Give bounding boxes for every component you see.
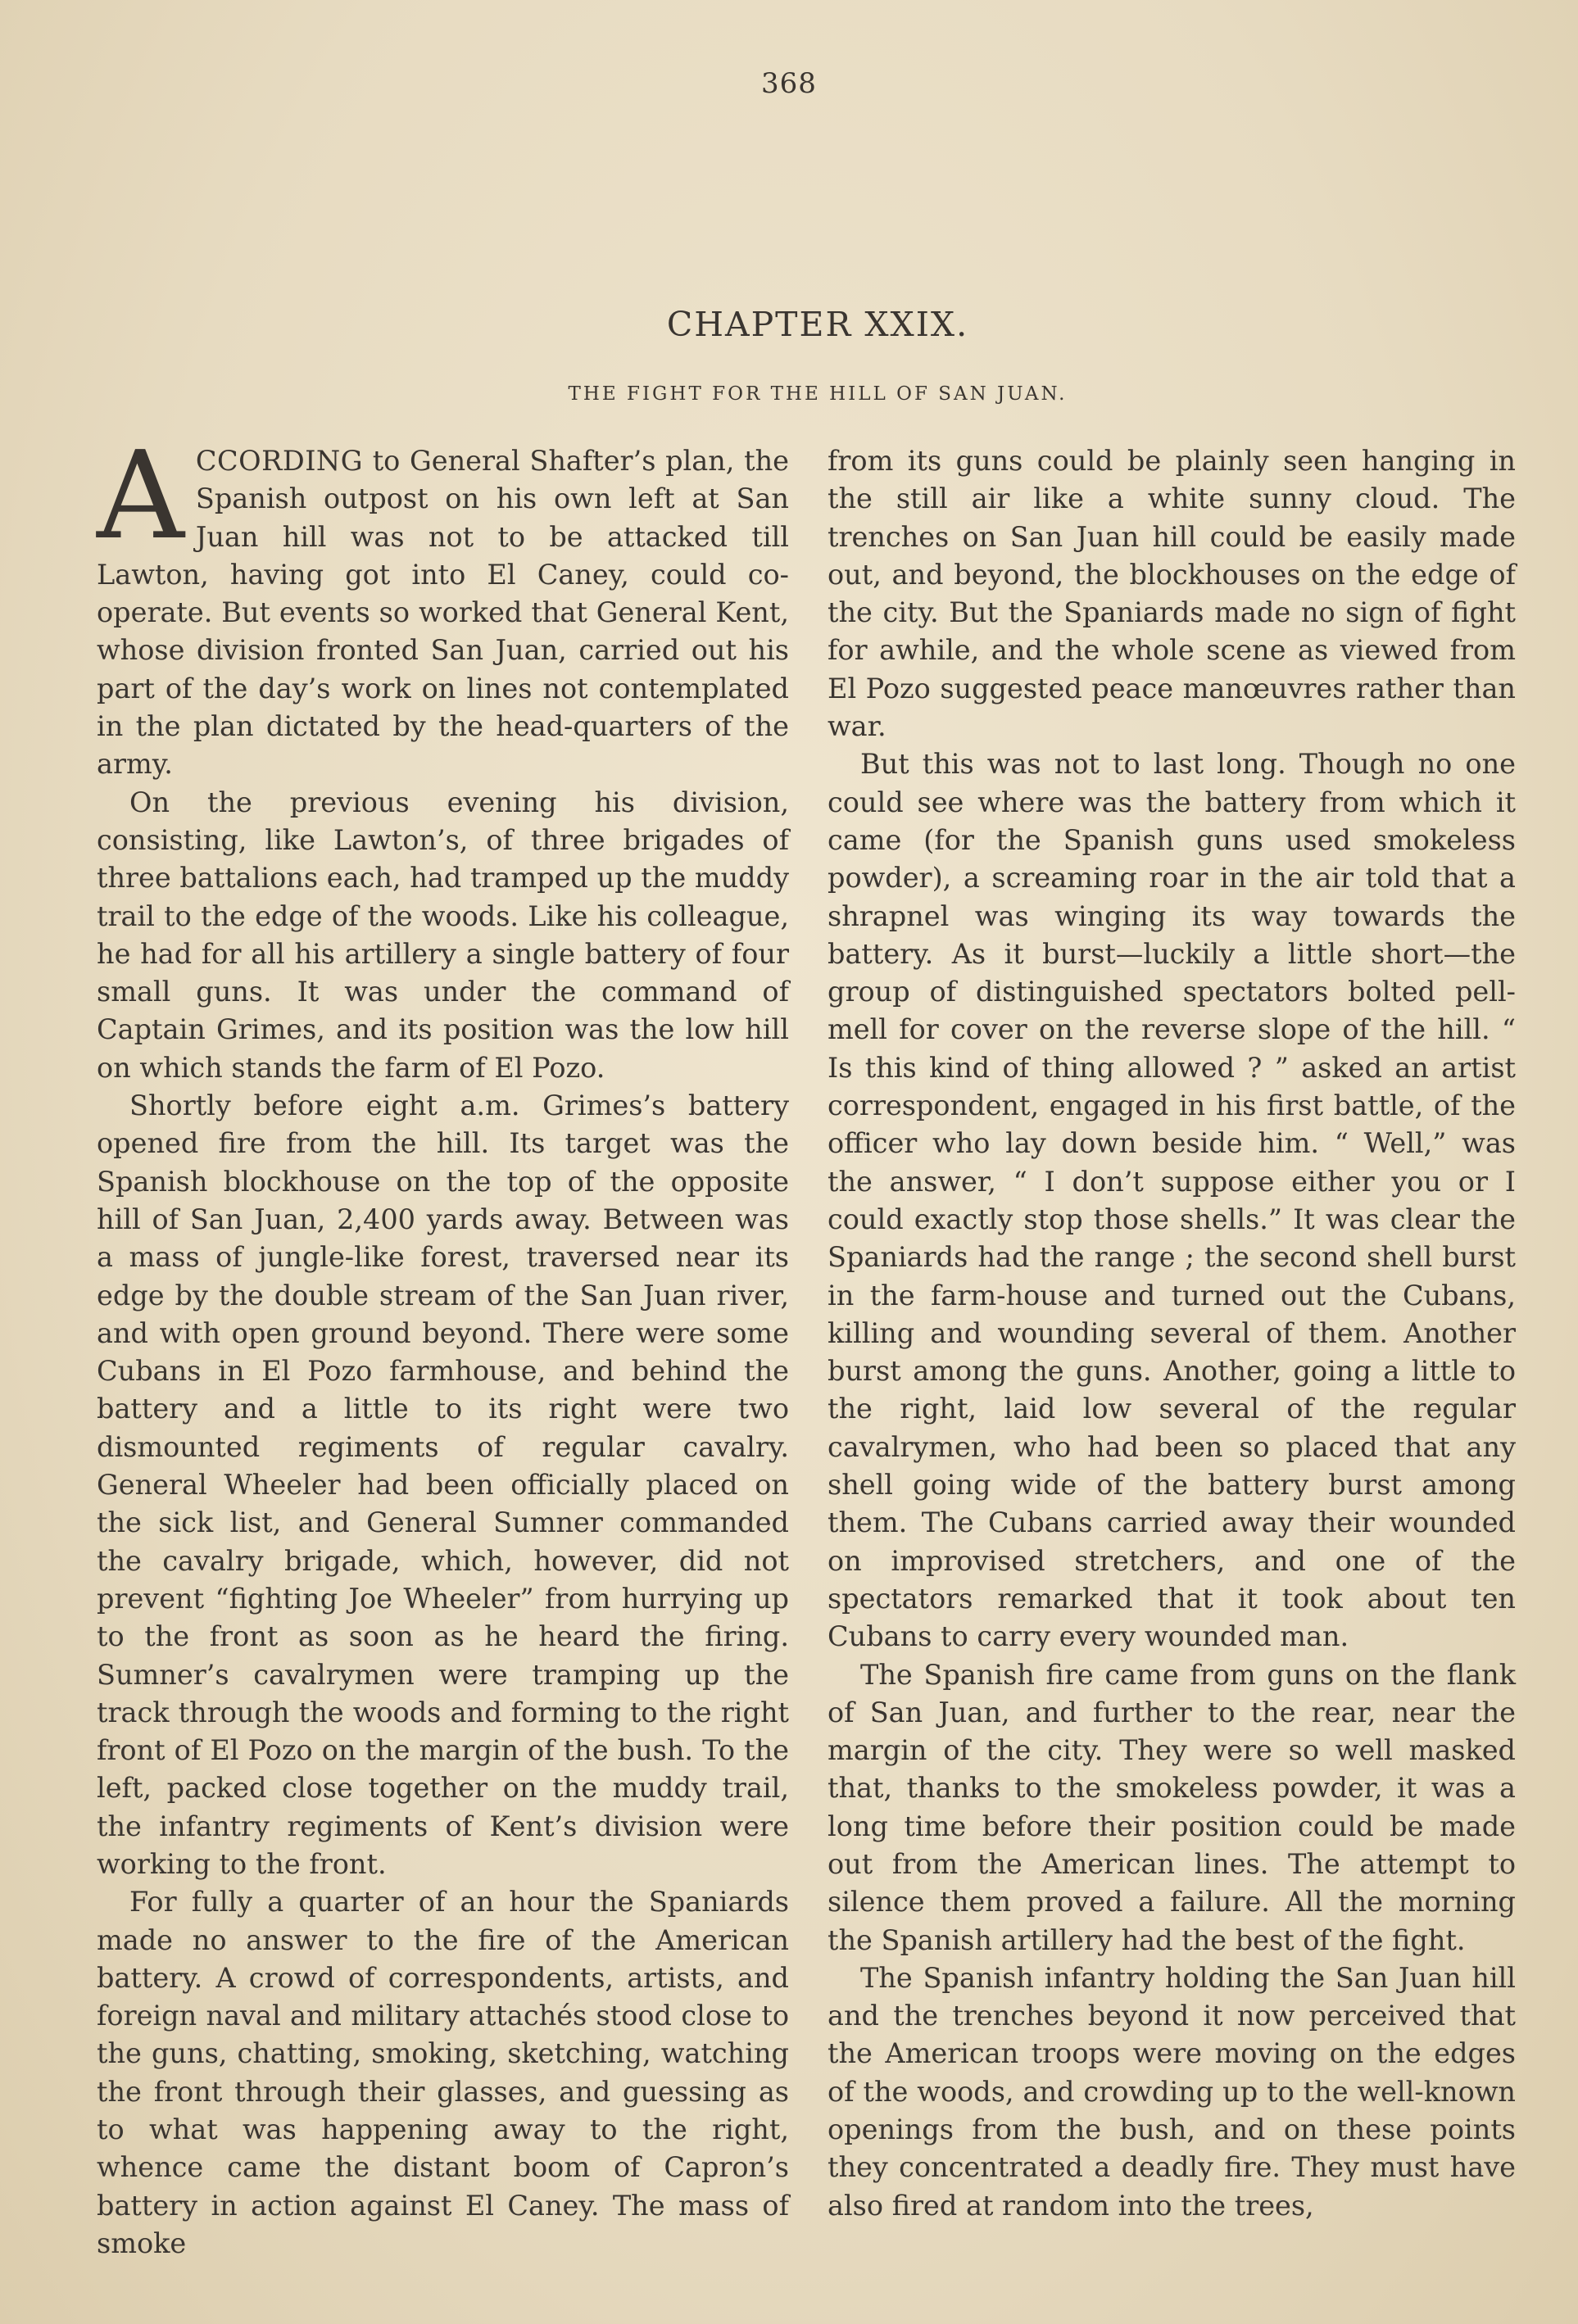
page-number: 368: [761, 67, 817, 100]
paragraph-text: to General Shafter’s plan, the Spanish outpost on his own left at San Juan hill was not to be attacked till Lawton, having got into El Caney, could co-operate. But events so worked that General Kent, whose division fronted San Juan, carried out his part of the day’s work on lines not contemplated in the plan dictated by the head-quarters of the army.: [97, 445, 789, 781]
chapter-subtitle: THE FIGHT FOR THE HILL OF SAN JUAN.: [568, 383, 1068, 405]
paragraph: from its guns could be plainly seen hanging in the still air like a white sunny cloud. The trenches on San Juan hill could be easily made out, and beyond, the blockhouses on the edge of the city. But the Spaniards made no sign of fight for awhile, and the whole scene as viewed from El Pozo suggested peace manœuvres rather than war.: [828, 445, 1516, 743]
paragraph: On the previous evening his division, consisting, like Lawton’s, of three brigades of three battalions each, had tramped up the muddy trail to the edge of the woods. Like his colleague, he had for all his artillery a single battery of four small guns. It was under the command of Captain Grimes, and its position was the low hill on which stands the farm of El Pozo.: [97, 786, 789, 1084]
paragraph: The Spanish infantry holding the San Juan hill and the trenches beyond it now perceived that the American troops were moving on the edges of the woods, and crowding up to the well-known openings from the bush, and on these points they concentrated a deadly fire. They must have also fired at random into the trees,: [828, 1961, 1516, 2222]
paragraph: But this was not to last long. Though no one could see where was the battery from which it came (for the Spanish guns used smokeless powder), a screaming roar in the air told that a shrapnel was winging its way towards the battery. As it burst—luckily a little short—the group of distinguished spectators bolted pell-mell for cover on the reverse slope of the hill. “ Is this kind of thing allowed ? ” asked an artist correspondent, engaged in his first battle, of the officer who lay down beside him. “ Well,” was the answer, “ I don’t suppose either you or I could exactly stop those shells.” It was clear the Spaniards had the range ; the second shell burst in the farm-house and turned out the Cubans, killing and wounding several of them. Another burst among the guns. Another, going a little to the right, laid low several of the regular cavalrymen, who had been so placed that any shell going wide of the battery burst among them. The Cubans carried away their wounded on improvised stretchers, and one of the spectators remarked that it took about ten Cubans to carry every wounded man.: [828, 748, 1516, 1653]
paragraph: Shortly before eight a.m. Grimes’s battery opened fire from the hill. Its target was the Spanish blockhouse on the top of the opposite hill of San Juan, 2,400 yards away. Between was a mass of jungle-like forest, traversed near its edge by the double stream of the San Juan river, and with open ground beyond. There were some Cubans in El Pozo farmhouse, and behind the battery and a little to its right were two dismounted regiments of regular cavalry. General Wheeler had been officially placed on the sick list, and General Sumner commanded the cavalry brigade, which, however, did not prevent “fighting Joe Wheeler” from hurrying up to the front as soon as he heard the firing. Sumner’s cavalrymen were tramping up the track through the woods and forming to the right front of El Pozo on the margin of the bush. To the left, packed close together on the muddy trail, the infantry regiments of Kent’s division were working to the front.: [97, 1090, 789, 1880]
right-column: [828, 442, 1516, 2225]
opening-caps: CCORDING: [195, 445, 364, 477]
paragraph: The Spanish fire came from guns on the flank of San Juan, and further to the rear, near the margin of the city. They were so well masked that, thanks to the smokeless powder, it was a long time before their position could be made out from the American lines. The attempt to silence them proved a failure. All the morning the Spanish artillery had the best of the fight.: [828, 1658, 1516, 1956]
paragraph: For fully a quarter of an hour the Spaniards made no answer to the fire of the American battery. A crowd of correspondents, artists, and foreign naval and military attachés stood close to the guns, chatting, smoking, sketching, watching the front through their glasses, and guessing as to what was happening away to the right, whence came the distant boom of Capron’s battery in action against El Caney. The mass of smoke: [97, 1886, 789, 2259]
drop-cap: A: [97, 425, 184, 566]
chapter-title: CHAPTER XXIX.: [666, 305, 969, 344]
left-column: [97, 425, 789, 2263]
paragraph: [97, 425, 789, 784]
